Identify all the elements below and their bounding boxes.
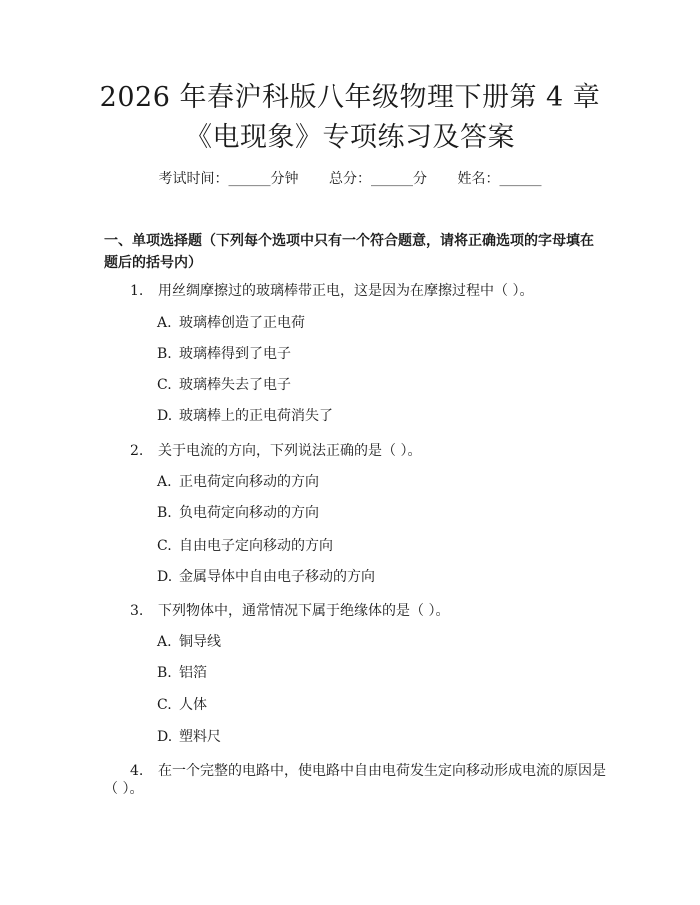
option-text: 玻璃棒失去了电子 xyxy=(179,377,291,393)
question-number: 1. xyxy=(130,283,144,299)
answer-option xyxy=(157,567,375,587)
answer-option xyxy=(157,375,291,395)
option-text: 玻璃棒得到了电子 xyxy=(179,346,291,362)
option-letter: C. xyxy=(157,697,172,713)
answer-option xyxy=(157,344,291,364)
exam-time-label: 考试时间： xyxy=(158,171,229,187)
option-letter: A. xyxy=(157,315,172,331)
exam-time-field xyxy=(159,168,299,188)
total-score-field xyxy=(329,168,427,188)
option-text: 负电荷定向移动的方向 xyxy=(179,505,319,521)
option-letter: B. xyxy=(157,505,172,521)
option-text: 塑料尺 xyxy=(179,729,221,745)
option-text: 玻璃棒上的正电荷消失了 xyxy=(179,408,333,424)
question-text: 下列物体中，通常情况下属于绝缘体的是（ ）。 xyxy=(158,603,450,619)
answer-option xyxy=(157,536,333,556)
option-letter: B. xyxy=(157,665,172,681)
option-text: 铜导线 xyxy=(179,634,221,650)
question-text: 关于电流的方向，下列说法正确的是（ ）。 xyxy=(158,443,422,459)
question-stem xyxy=(130,281,533,301)
question-text: 用丝绸摩擦过的玻璃棒带正电，这是因为在摩擦过程中（ ）。 xyxy=(158,283,534,299)
question-number: 2. xyxy=(130,443,144,459)
option-text: 人体 xyxy=(179,697,207,713)
exam-time-blank: ______ xyxy=(228,171,271,187)
total-score-unit: 分 xyxy=(413,171,427,187)
answer-option xyxy=(157,663,207,683)
option-text: 正电荷定向移动的方向 xyxy=(179,474,319,490)
answer-option xyxy=(157,727,221,747)
option-letter: D. xyxy=(157,408,173,424)
answer-option xyxy=(157,472,319,492)
option-letter: C. xyxy=(157,538,172,554)
option-letter: C. xyxy=(157,377,172,393)
question-text: 在一个完整的电路中，使电路中自由电荷发生定向移动形成电流的原因是 xyxy=(158,763,606,779)
total-score-blank: ______ xyxy=(371,171,413,187)
question-stem xyxy=(130,761,606,781)
question-number: 4. xyxy=(130,763,144,779)
question-stem xyxy=(130,601,449,621)
option-letter: A. xyxy=(157,474,172,490)
option-text: 金属导体中自由电子移动的方向 xyxy=(179,569,375,585)
question-stem xyxy=(130,441,421,461)
exam-time-unit: 分钟 xyxy=(270,171,299,187)
option-letter: A. xyxy=(157,634,172,650)
answer-option xyxy=(157,695,207,715)
question-number: 3. xyxy=(130,603,144,619)
name-blank: ______ xyxy=(499,171,542,187)
name-field xyxy=(457,168,541,188)
answer-option xyxy=(157,632,221,652)
option-text: 玻璃棒创造了正电荷 xyxy=(179,315,305,331)
option-text: 铝箔 xyxy=(179,665,207,681)
option-letter: D. xyxy=(157,729,173,745)
total-score-label: 总分： xyxy=(329,171,371,187)
exam-info-line xyxy=(0,168,700,188)
option-letter: B. xyxy=(157,346,172,362)
option-text: 自由电子定向移动的方向 xyxy=(179,538,333,554)
name-label: 姓名： xyxy=(457,171,500,187)
answer-option xyxy=(157,503,319,523)
document-title: 2026 年春沪科版八年级物理下册第 4 章《电现象》专项练习及答案 xyxy=(99,82,601,153)
option-letter: D. xyxy=(157,569,173,585)
section-heading-single-choice: 一、单项选择题（下列每个选项中只有一个符合题意，请将正确选项的字母填在题后的括号内） xyxy=(104,233,594,271)
answer-option xyxy=(157,406,333,426)
answer-option xyxy=(157,313,305,333)
question-stem-continuation: （ ）。 xyxy=(104,781,144,797)
